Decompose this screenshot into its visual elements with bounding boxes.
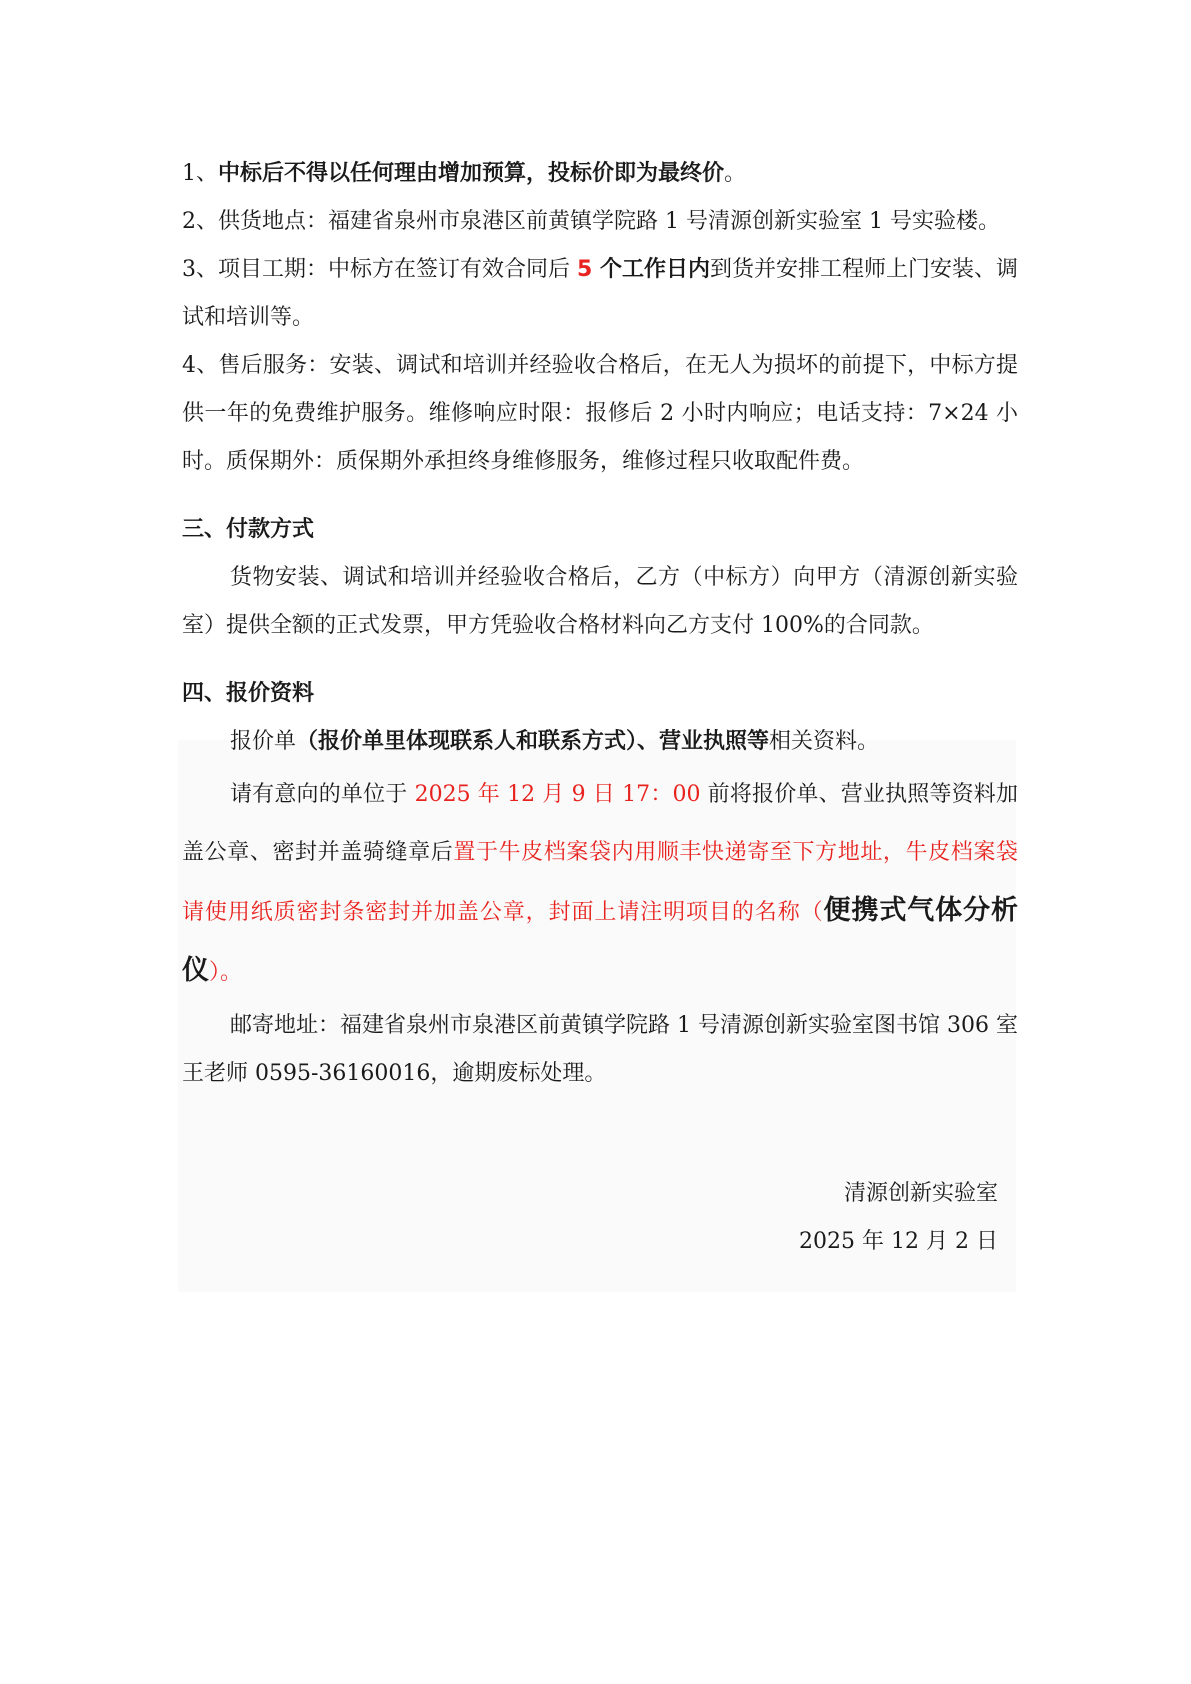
item-1-bold-text: 中标后不得以任何理由增加预算，投标价即为最终价	[218, 161, 725, 186]
shipping-instructions: 置于牛皮档案袋内用顺丰快递寄至下方地址，牛皮档案袋请使用纸质密封条密封并加盖公章，封面上请注明项目的名称（	[182, 840, 1018, 925]
para-1-bold: （报价单里体现联系人和联系方式）、营业执照等	[296, 729, 770, 754]
para-1-post: 相关资料。	[769, 729, 880, 754]
item-3-bold: 个工作日内	[592, 257, 710, 282]
item-2: 2、供货地点：福建省泉州市泉港区前黄镇学院路 1 号清源创新实验室 1 号实验楼。	[182, 209, 1000, 234]
item-3-post: 到货并安排工程师上门安装、调试和培训等。	[182, 257, 1018, 330]
signature-date: 2025 年 12 月 2 日	[799, 1229, 998, 1254]
para-2-pre: 请有意向的单位于	[230, 782, 415, 807]
item-3	[182, 246, 1018, 342]
item-1-number: 1、	[182, 161, 218, 186]
spacer	[182, 1098, 1018, 1170]
item-1-end: 。	[724, 161, 747, 186]
section-4-para-1	[182, 718, 1018, 766]
section-4-para-2	[182, 766, 1018, 1002]
item-3-days-number: 5	[577, 257, 593, 282]
deadline-date: 2025 年 12 月 9 日 17：00	[414, 782, 701, 807]
section-3-body: 货物安装、调试和培训并经验收合格后，乙方（中标方）向甲方（清源创新实验室）提供全额的正式发票，甲方凭验收合格材料向乙方支付 100%的合同款。	[182, 565, 1018, 638]
para-2-end: ）。	[209, 960, 243, 985]
mailing-address: 邮寄地址：福建省泉州市泉港区前黄镇学院路 1 号清源创新实验室图书馆 306 室王老师 0595-36160016，逾期废标处理。	[182, 1013, 1018, 1086]
section-3-heading: 三、付款方式	[182, 517, 315, 542]
item-3-pre: 3、项目工期：中标方在签订有效合同后	[182, 257, 577, 282]
item-1	[182, 150, 1018, 198]
signature-org: 清源创新实验室	[843, 1181, 998, 1206]
document-body	[182, 150, 1018, 1266]
item-4: 4、售后服务：安装、调试和培训并经验收合格后，在无人为损坏的前提下，中标方提供一年的免费维护服务。维修响应时限：报修后 2 小时内响应；电话支持：7×24 小时。质保期外：质保期外承担终身维修服务，维修过程只收取配件费。	[182, 353, 1018, 474]
section-4-heading: 四、报价资料	[182, 681, 315, 706]
para-1-pre: 报价单	[230, 729, 297, 754]
project-name: 便携式气体分析仪	[182, 895, 1018, 986]
para-2-mid: 前将报价单、营业执照等资料加盖公章、密封并盖骑缝章后	[182, 782, 1018, 865]
